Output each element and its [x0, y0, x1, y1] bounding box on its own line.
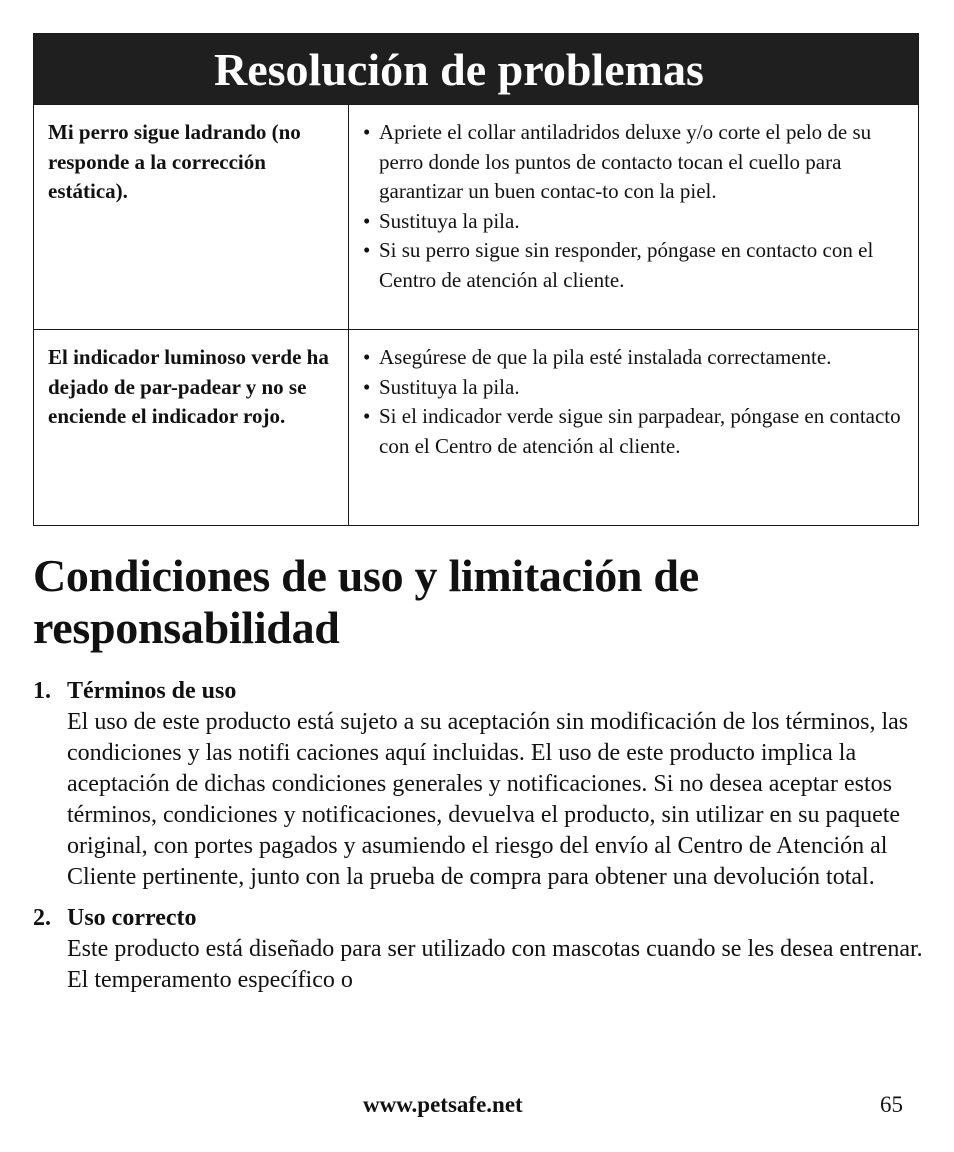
troubleshooting-table — [33, 33, 919, 526]
solution-item: • Apriete el collar antiladridos deluxe y/o corte el pelo de su perro donde los puntos de contacto tocan el cuello para garantizar un buen contac-to con la piel. — [363, 120, 872, 203]
solution-item: • Asegúrese de que la pila esté instalada correctamente. — [363, 345, 832, 369]
table-row — [34, 329, 918, 525]
term-number: 1. — [33, 678, 51, 704]
term-title: Términos de uso — [67, 678, 237, 704]
troubleshooting-title: Resolución de problemas — [34, 34, 918, 104]
section-title: Condiciones de uso y limitación de responsabilidad — [33, 550, 699, 653]
term-heading — [33, 676, 923, 707]
solution-item: • Si el indicador verde sigue sin parpadear, póngase en contacto con el Centro de atención al cliente. — [363, 404, 901, 458]
list-item — [33, 903, 923, 996]
term-number: 2. — [33, 905, 51, 931]
problem-cell: Mi perro sigue ladrando (no responde a la corrección estática). — [34, 105, 349, 329]
solution-item: • Si su perro sigue sin responder, póngase en contacto con el Centro de atención al cliente. — [363, 238, 874, 292]
term-title: Uso correcto — [67, 905, 197, 931]
solution-cell — [349, 330, 918, 525]
terms-list — [33, 676, 923, 1006]
problem-cell: El indicador luminoso verde ha dejado de par-padear y no se enciende el indicador rojo. — [34, 330, 349, 525]
solution-item: • Sustituya la pila. — [363, 374, 520, 399]
table-row — [34, 104, 918, 329]
term-body: Este producto está diseñado para ser utilizado con mascotas cuando se les desea entrenar. El temperamento específico o — [67, 936, 923, 993]
solution-item: • Sustituya la pila. — [363, 208, 520, 233]
solution-cell — [349, 105, 918, 329]
term-body: El uso de este producto está sujeto a su aceptación sin modificación de los términos, las condiciones y las notifi caciones aquí incluidas. El uso de este producto implica la aceptación de dichas condiciones generales y notificaciones. Si no desea aceptar estos términos, condiciones y notificaciones, devuelva el producto, sin utilizar en su paquete original, con portes pagados y asumiendo el riesgo del envío al Centro de Atención al Cliente pertinente, junto con la prueba de compra para obtener una devolución total. — [67, 709, 909, 890]
list-item — [33, 676, 923, 893]
term-heading — [33, 903, 923, 934]
footer-url: www.petsafe.net — [363, 1092, 523, 1117]
page-number: 65 — [880, 1092, 903, 1117]
